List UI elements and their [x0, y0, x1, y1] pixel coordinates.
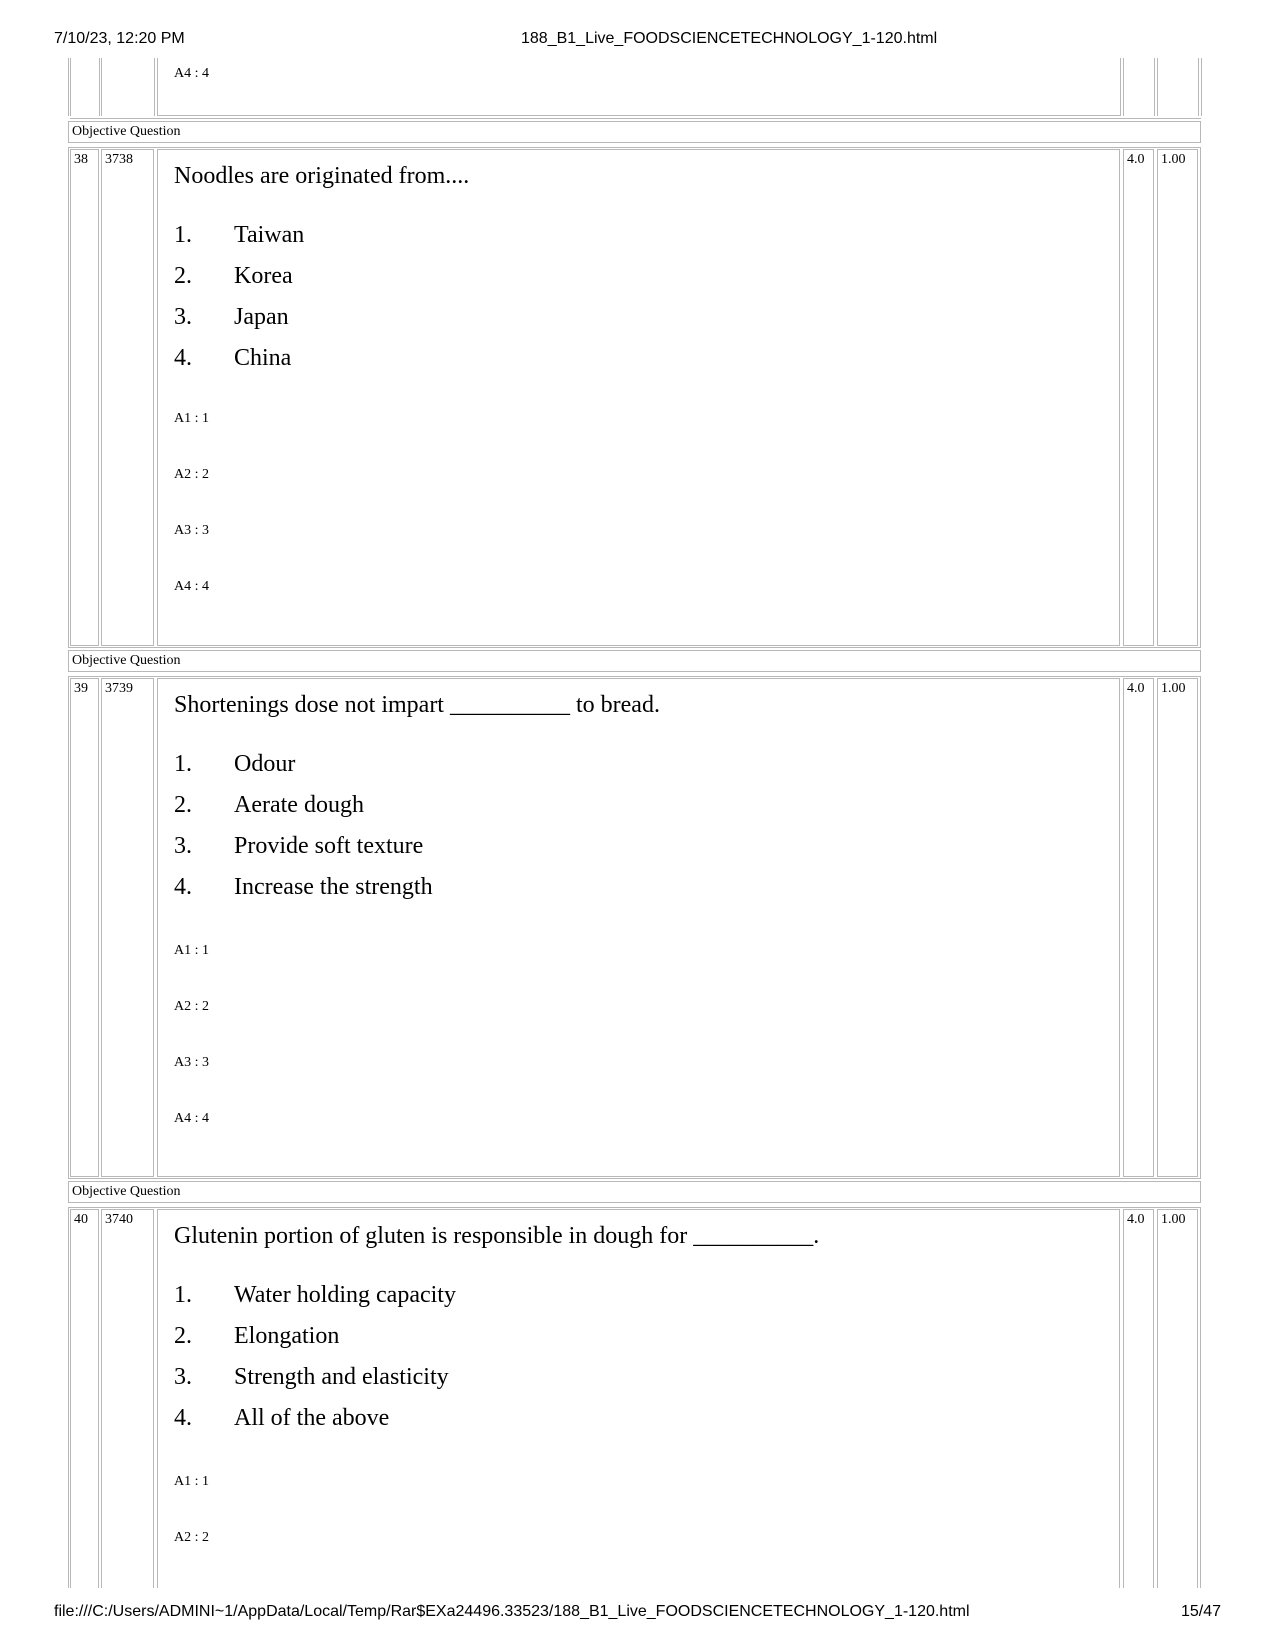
section-label-cell	[68, 1181, 1201, 1203]
answer-option-id: A2 : 2	[174, 1530, 209, 1545]
marks-cell	[1123, 678, 1154, 1177]
answer-option-id: A1 : 1	[174, 1474, 209, 1489]
question-id: 3738	[105, 152, 133, 167]
answer-a4: A4 : 4	[174, 66, 209, 81]
option-text: Strength and elasticity	[234, 1364, 449, 1390]
question-id: 3739	[105, 681, 133, 696]
option-number: 3.	[174, 304, 192, 330]
option-number: 1.	[174, 751, 192, 777]
option-number: 1.	[174, 1282, 192, 1308]
option-text: Provide soft texture	[234, 833, 424, 859]
print-title: 188_B1_Live_FOODSCIENCETECHNOLOGY_1-120.html	[521, 30, 938, 47]
option-number: 2.	[174, 792, 192, 818]
answer-option-id: A4 : 4	[174, 1111, 209, 1126]
option-number: 3.	[174, 833, 192, 859]
question-text: Noodles are originated from....	[174, 163, 470, 189]
option-text: China	[234, 345, 292, 371]
section-label-cell	[68, 650, 1201, 672]
answer-option-id: A3 : 3	[174, 523, 209, 538]
negative-marks-value: 1.00	[1161, 1212, 1186, 1227]
option-number: 4.	[174, 1405, 192, 1431]
option-text: Japan	[234, 304, 289, 330]
option-number: 3.	[174, 1364, 192, 1390]
negative-marks-cell	[1157, 149, 1198, 646]
question-id: 3740	[105, 1212, 133, 1227]
serial-cell	[70, 678, 99, 1177]
question-text: Shortenings dose not impart __________ to bread.	[174, 692, 660, 718]
answer-option-id: A3 : 3	[174, 1055, 209, 1070]
question-serial: 38	[74, 152, 88, 167]
marks-value: 4.0	[1127, 1212, 1145, 1227]
serial-cell	[70, 149, 99, 646]
question-serial: 40	[74, 1212, 88, 1227]
negative-marks-value: 1.00	[1161, 681, 1186, 696]
option-text: Taiwan	[234, 222, 305, 248]
question-body-cell	[157, 678, 1120, 1177]
negative-marks-cell	[1157, 678, 1198, 1177]
negative-marks-value: 1.00	[1161, 152, 1186, 167]
page-number: 15/47	[1180, 1603, 1221, 1620]
answer-option-id: A2 : 2	[174, 467, 209, 482]
option-number: 2.	[174, 263, 192, 289]
answer-option-id: A4 : 4	[174, 579, 209, 594]
option-number: 1.	[174, 222, 192, 248]
question-serial: 39	[74, 681, 88, 696]
option-text: All of the above	[234, 1405, 390, 1431]
option-text: Increase the strength	[234, 874, 433, 900]
marks-cell	[1123, 149, 1154, 646]
option-number: 4.	[174, 874, 192, 900]
section-label: Objective Question	[72, 653, 181, 668]
question-id-cell	[101, 678, 154, 1177]
marks-value: 4.0	[1127, 681, 1145, 696]
answer-option-id: A2 : 2	[174, 999, 209, 1014]
section-label: Objective Question	[72, 124, 181, 139]
question-text: Glutenin portion of gluten is responsible in dough for __________.	[174, 1223, 820, 1249]
serial-cell	[70, 1209, 99, 1588]
section-label-cell	[68, 121, 1201, 143]
question-id-cell	[101, 149, 154, 646]
print-date: 7/10/23, 12:20 PM	[54, 30, 185, 47]
section-label: Objective Question	[72, 1184, 181, 1199]
option-number: 4.	[174, 345, 192, 371]
negative-marks-cell	[1157, 1209, 1198, 1588]
option-text: Water holding capacity	[234, 1282, 456, 1308]
answer-option-id: A1 : 1	[174, 411, 209, 426]
option-text: Korea	[234, 263, 293, 289]
answer-option-id: A1 : 1	[174, 943, 209, 958]
option-text: Aerate dough	[234, 792, 364, 818]
question-body-cell	[157, 1209, 1120, 1588]
marks-cell	[1123, 1209, 1154, 1588]
option-number: 2.	[174, 1323, 192, 1349]
option-text: Elongation	[234, 1323, 340, 1349]
marks-value: 4.0	[1127, 152, 1145, 167]
print-url: file:///C:/Users/ADMINI~1/AppData/Local/Temp/Rar$EXa24496.33523/188_B1_Live_FOODSCIENCETECHNOLOGY_1-120.html	[54, 1603, 970, 1620]
option-text: Odour	[234, 751, 296, 777]
question-id-cell	[101, 1209, 154, 1588]
